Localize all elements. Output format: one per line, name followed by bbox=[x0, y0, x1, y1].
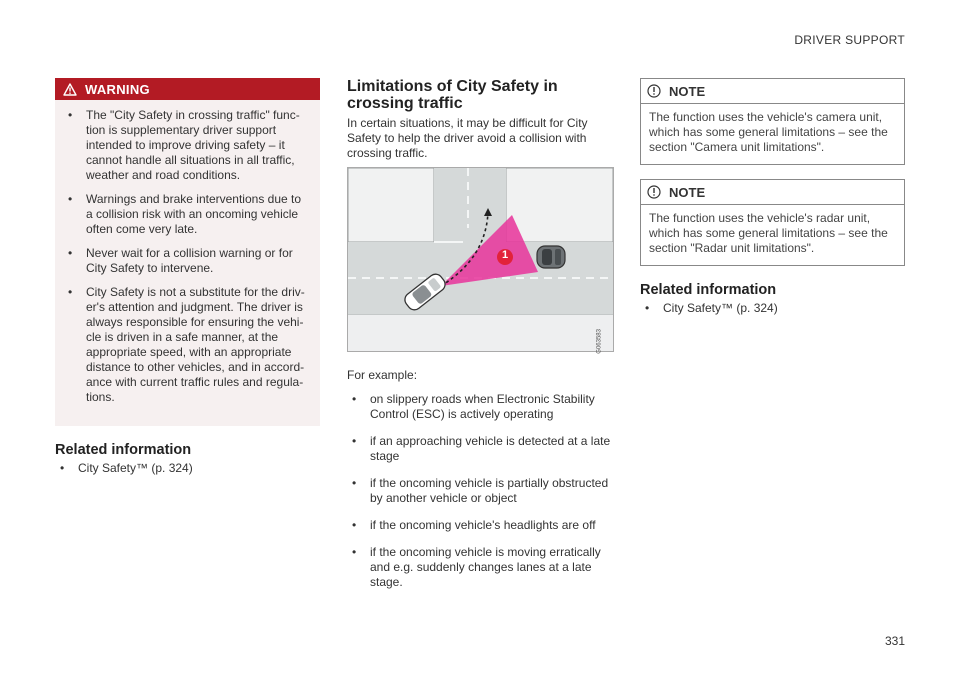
related-title: Related information bbox=[55, 442, 192, 458]
running-head: DRIVER SUPPORT bbox=[794, 33, 905, 47]
info-icon bbox=[647, 185, 661, 199]
related-link[interactable]: • City Safety™ (p. 324) bbox=[55, 461, 320, 476]
warning-triangle-icon bbox=[63, 83, 77, 96]
related-information-left bbox=[55, 442, 320, 476]
for-example-text: For example: bbox=[347, 368, 418, 382]
right-column bbox=[640, 78, 905, 326]
warning-list bbox=[55, 100, 320, 405]
related-list bbox=[640, 301, 905, 316]
note-box-camera bbox=[640, 78, 905, 165]
note-text: The function uses the vehicle's radar unit, which has some general limitations – see the section "Radar unit limitations". bbox=[649, 211, 888, 255]
middle-column bbox=[347, 78, 614, 602]
illustration-svg bbox=[348, 168, 613, 351]
list-item: • Warnings and brake interventions due to a collision risk with an oncoming vehicle often come very late. bbox=[63, 192, 310, 237]
figure-code: G063583 bbox=[597, 329, 603, 354]
list-item: • on slippery roads when Electronic Stability Control (ESC) is actively operating bbox=[347, 392, 614, 422]
list-item: • The "City Safety in crossing traffic" func-tion is supplementary driver support intended to improve driving safety – it cannot handle all situations in all traffic, weather and road conditions. bbox=[63, 108, 310, 183]
list-item: • Never wait for a collision warning or for City Safety to intervene. bbox=[63, 246, 310, 276]
limitations-list bbox=[347, 392, 614, 590]
section-title: Limitations of City Safety in crossing traffic bbox=[347, 78, 558, 112]
intro-text: In certain situations, it may be difficult for City Safety to help the driver avoid a collision with crossing traffic. bbox=[347, 116, 588, 160]
list-item: • if the oncoming vehicle is partially obstructed by another vehicle or object bbox=[347, 476, 614, 506]
note-header bbox=[641, 180, 904, 205]
related-list bbox=[55, 461, 320, 476]
list-item: • if an approaching vehicle is detected at a late stage bbox=[347, 434, 614, 464]
figure-callout: 1 bbox=[501, 249, 509, 261]
left-column bbox=[55, 78, 320, 486]
related-link[interactable]: • City Safety™ (p. 324) bbox=[640, 301, 905, 316]
page-number: 331 bbox=[884, 634, 905, 648]
warning-header bbox=[55, 78, 320, 100]
related-information-right bbox=[640, 282, 905, 316]
note-header bbox=[641, 79, 904, 104]
warning-title: WARNING bbox=[85, 81, 150, 97]
list-item: • if the oncoming vehicle is moving erratically and e.g. suddenly changes lanes at a late stage. bbox=[347, 545, 614, 590]
related-title: Related information bbox=[640, 282, 777, 298]
note-text: The function uses the vehicle's camera unit, which has some general limitations – see the section "Camera unit limitations". bbox=[649, 110, 888, 154]
note-box-radar bbox=[640, 179, 905, 266]
list-item: • if the oncoming vehicle's headlights are off bbox=[347, 518, 614, 533]
note-title: NOTE bbox=[669, 83, 706, 99]
info-icon bbox=[647, 84, 661, 98]
crossing-traffic-illustration bbox=[347, 167, 614, 352]
note-title: NOTE bbox=[669, 184, 706, 200]
warning-box bbox=[55, 78, 320, 426]
list-item: • City Safety is not a substitute for the driv-er's attention and judgment. The driver is always responsible for ensuring the vehi-cle is driven in a safe manner, at the appropriate speed, with an appropriate distance to other vehicles, and in accord-ance with current traffic rules and regula-tions. bbox=[63, 285, 310, 405]
